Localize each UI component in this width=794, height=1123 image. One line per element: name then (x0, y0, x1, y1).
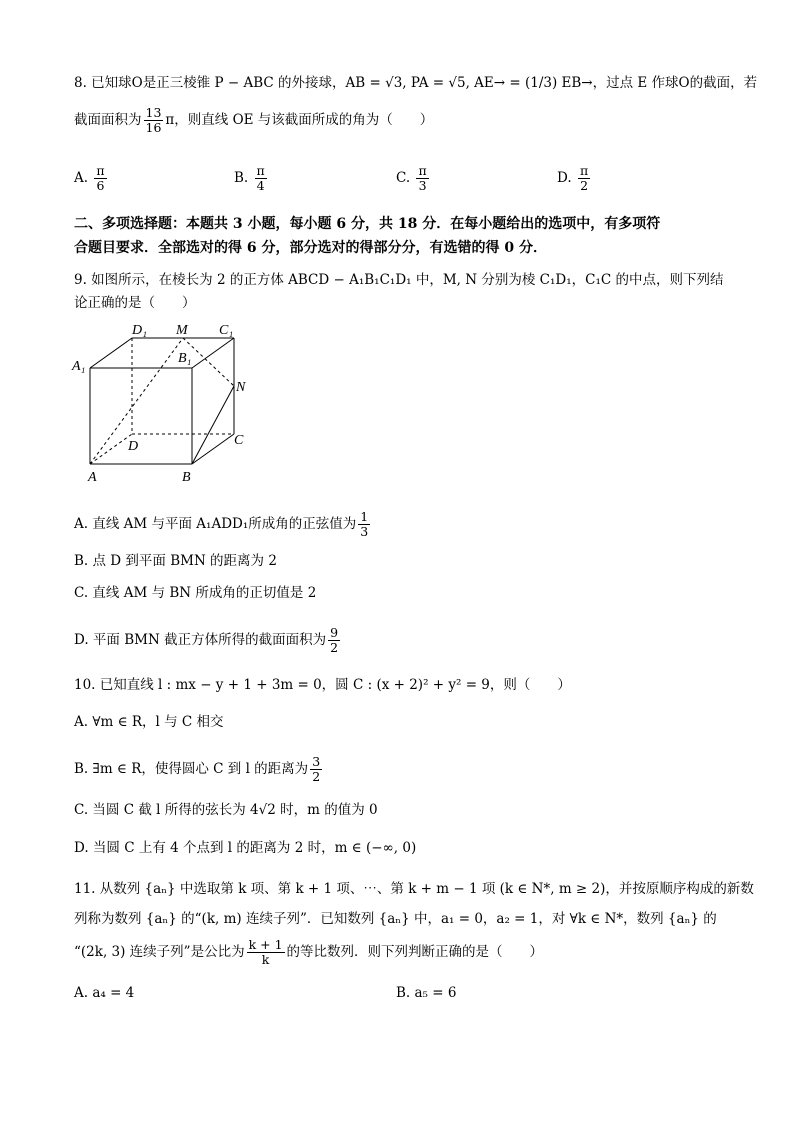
edge-b1c1 (192, 338, 234, 368)
q8-area-den: 16 (145, 120, 162, 135)
option-fraction (255, 164, 267, 193)
option-label: A. (74, 170, 89, 186)
q10-option-d: D. 当圆 C 上有 4 个点到 l 的距离为 2 时，m ∈ (−∞, 0) (74, 840, 417, 856)
q11-line1: 11. 从数列 {aₙ} 中选取第 k 项、第 k + 1 项、⋯、第 k + m − 1 项 (k ∈ N*, m ≥ 2)，并按原顺序构成的新数 (74, 881, 754, 897)
section2-line2: 合题目要求．全部选对的得 6 分，部分选对的得部分分，有选错的得 0 分． (74, 240, 547, 256)
q11-line3-post: 的等比数列．则下列判断正确的是（ ） (286, 944, 544, 960)
frac-den: 2 (330, 640, 339, 655)
q10-stem: 10. 已知直线 l : mx − y + 1 + 3m = 0，圆 C : (x + 2)² + y² = 9，则（ ） (74, 677, 571, 693)
q10-option-b-text: B. ∃m ∈ R，使得圆心 C 到 l 的距离为 (74, 761, 309, 777)
frac-num: 3 (312, 754, 321, 769)
label-b: B (182, 470, 191, 485)
q8-line1: 8. 已知球O是正三棱锥 P − ABC 的外接球，AB = √3, PA = √5, AE→ = (1/3) EB→，过点 E 作球O的截面，若 (74, 75, 758, 91)
q10-option-b (74, 755, 324, 784)
frac-den: k (261, 952, 270, 967)
frac-num: k + 1 (248, 937, 283, 952)
q11-line2: 列称为数列 {aₙ} 的“(k, m) 连续子列”．已知数列 {aₙ} 中，a₁ = 0，a₂ = 1，对 ∀k ∈ N*，数列 {aₙ} 的 (74, 911, 717, 927)
frac-den: 6 (96, 178, 105, 193)
q11-option-b: B. a₅ = 6 (396, 985, 457, 1001)
label-c1: C₁ (219, 323, 234, 338)
edge-bc (192, 434, 234, 464)
q9-option-d-fraction (328, 626, 340, 655)
q9-option-c: C. 直线 AM 与 BN 所成角的正切值是 2 (74, 585, 317, 601)
label-d1: D₁ (132, 323, 147, 338)
q9-option-a-text: A. 直线 AM 与平面 A₁ADD₁所成角的正弦值为 (74, 516, 357, 532)
label-a1: A₁ (72, 359, 86, 374)
edge-a1d1 (90, 338, 132, 368)
edge-ad-hidden (90, 434, 132, 464)
q9-option-d (74, 626, 342, 655)
q9-option-d-text: D. 平面 BMN 截正方体所得的截面面积为 (74, 632, 327, 648)
q9-option-b: B. 点 D 到平面 BMN 的距离为 2 (74, 553, 277, 569)
frac-den: 2 (312, 769, 321, 784)
option-fraction (416, 164, 428, 193)
option-label: C. (396, 170, 411, 186)
frac-num: π (579, 163, 589, 178)
frac-den: 2 (580, 178, 589, 193)
q10-option-b-fraction (310, 755, 322, 784)
q8-option-d (557, 164, 592, 193)
option-label: D. (557, 170, 572, 186)
q8-option-a (74, 164, 109, 193)
q9-option-a-fraction (358, 510, 370, 539)
q8-line2 (74, 106, 433, 135)
frac-num: π (418, 163, 427, 178)
q8-area-fraction (144, 106, 164, 135)
label-d: D (128, 439, 139, 454)
label-n: N (236, 380, 246, 395)
cube-figure (70, 318, 260, 488)
q9-line2: 论正确的是（ ） (74, 295, 196, 311)
option-fraction (94, 164, 106, 193)
q11-line3 (74, 938, 543, 967)
frac-num: 9 (330, 625, 339, 640)
q8-option-c (396, 164, 431, 193)
q11-line3-pre: “(2k, 3) 连续子列”是公比为 (74, 944, 245, 960)
option-fraction (578, 164, 590, 193)
label-c: C (234, 433, 244, 448)
q9-option-a (74, 510, 372, 539)
q10-option-a: A. ∀m ∈ R，l 与 C 相交 (74, 714, 224, 730)
label-b1: B₁ (178, 351, 192, 366)
label-a: A (88, 470, 97, 485)
q10-option-c: C. 当圆 C 截 l 所得的弦长为 4√2 时，m 的值为 0 (74, 802, 378, 818)
q9-line1: 9. 如图所示，在棱长为 2 的正方体 ABCD − A₁B₁C₁D₁ 中，M, N 分别为棱 C₁D₁，C₁C 的中点，则下列结 (74, 272, 724, 288)
frac-den: 4 (256, 178, 265, 193)
frac-num: π (96, 163, 105, 178)
q8-option-b (234, 164, 269, 193)
frac-num: 1 (360, 509, 369, 524)
option-label: B. (234, 170, 249, 186)
frac-den: 3 (360, 524, 369, 539)
q11-ratio-fraction (247, 938, 285, 967)
q8-area-num: 13 (145, 105, 162, 120)
q8-line2-pre: 截面面积为 (74, 112, 142, 128)
q8-line2-post: π，则直线 OE 与该截面所成的角为（ ） (165, 112, 434, 128)
frac-num: π (256, 163, 265, 178)
frac-den: 3 (418, 178, 427, 193)
q11-option-a: A. a₄ = 4 (74, 985, 135, 1001)
segment-bn (192, 386, 234, 464)
section2-line1: 二、多项选择题：本题共 3 小题，每小题 6 分，共 18 分．在每小题给出的选项中，有多项符 (74, 216, 661, 232)
label-m: M (176, 323, 188, 338)
